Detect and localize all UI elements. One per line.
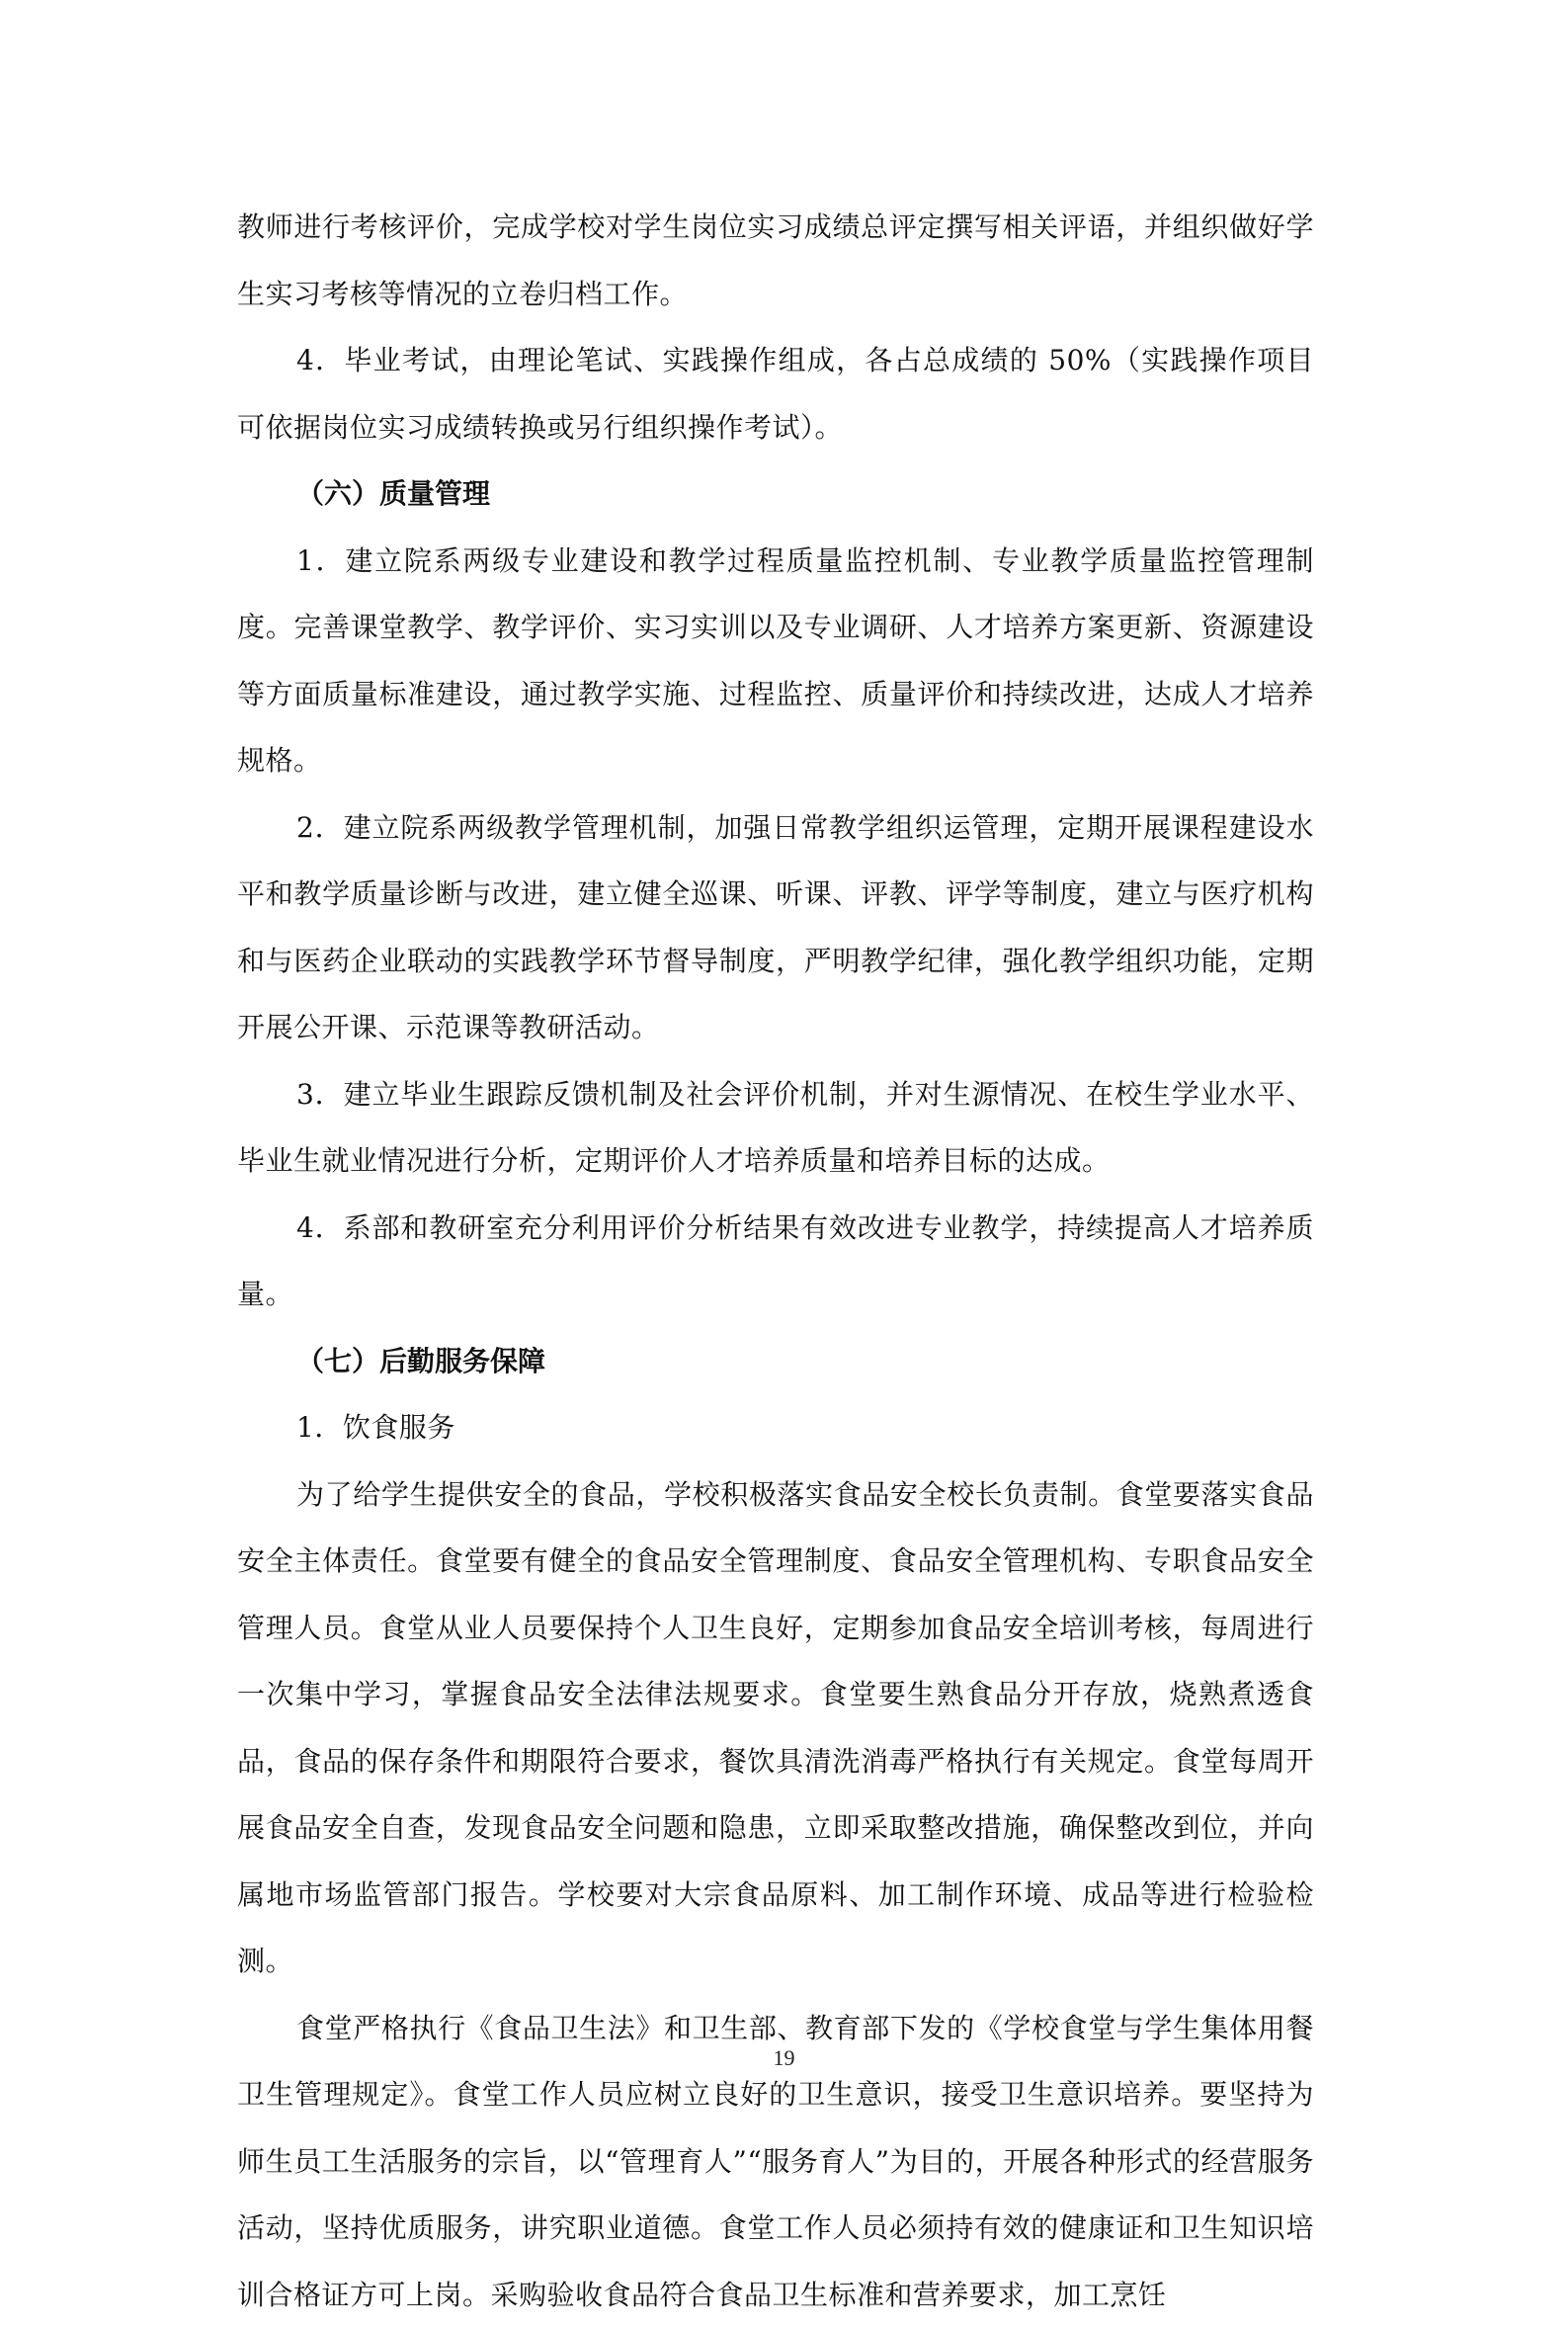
paragraph-graduation-exam: 4．毕业考试，由理论笔试、实践操作组成，各占总成绩的 50%（实践操作项目可依据岗位实习成绩转换或另行组织操作考试）。 [237, 327, 1314, 460]
quality-item-1: 1．建立院系两级专业建设和教学过程质量监控机制、专业教学质量监控管理制度。完善课堂教学、教学评价、实习实训以及专业调研、人才培养方案更新、资源建设等方面质量标准建设，通过教学实施、过程监控、质量评价和持续改进，达成人才培养规格。 [237, 528, 1314, 794]
paragraph-food-safety: 为了给学生提供安全的食品，学校积极落实食品安全校长负责制。食堂要落实食品安全主体责任。食堂要有健全的食品安全管理制度、食品安全管理机构、专职食品安全管理人员。食堂从业人员要保持个人卫生良好，定期参加食品安全培训考核，每周进行一次集中学习，掌握食品安全法律法规要求。食堂要生熟食品分开存放，烧熟煮透食品，食品的保存条件和期限符合要求，餐饮具清洗消毒严格执行有关规定。食堂每周开展食品安全自查，发现食品安全问题和隐患，立即采取整改措施，确保整改到位，并向属地市场监管部门报告。学校要对大宗食品原料、加工制作环境、成品等进行检验检测。 [237, 1461, 1314, 1995]
paragraph-continued-assessment: 教师进行考核评价，完成学校对学生岗位实习成绩总评定撰写相关评语，并组织做好学生实习考核等情况的立卷归档工作。 [237, 194, 1314, 327]
quality-item-2: 2．建立院系两级教学管理机制，加强日常教学组织运管理，定期开展课程建设水平和教学质量诊断与改进，建立健全巡课、听课、评教、评学等制度，建立与医疗机构和与医药企业联动的实践教学环节督导制度，严明教学纪律，强化教学组织功能，定期开展公开课、示范课等教研活动。 [237, 794, 1314, 1061]
quality-item-4: 4．系部和教研室充分利用评价分析结果有效改进专业教学，持续提高人才培养质量。 [237, 1195, 1314, 1328]
quality-item-3: 3．建立毕业生跟踪反馈机制及社会评价机制，并对生源情况、在校生学业水平、毕业生就业情况进行分析，定期评价人才培养质量和培养目标的达成。 [237, 1061, 1314, 1195]
page-number: 19 [0, 2043, 1568, 2073]
paragraph-canteen-hygiene: 食堂严格执行《食品卫生法》和卫生部、教育部下发的《学校食堂与学生集体用餐卫生管理规定》。食堂工作人员应树立良好的卫生意识，接受卫生意识培养。要坚持为师生员工生活服务的宗旨，以“管理育人”“服务育人”为目的，开展各种形式的经营服务活动，坚持优质服务，讲究职业道德。食堂工作人员必须持有效的健康证和卫生知识培训合格证方可上岗。采购验收食品符合食品卫生标准和营养要求，加工烹饪 [237, 1995, 1314, 2328]
sub-heading-catering: 1．饮食服务 [237, 1394, 1314, 1461]
page-content [237, 194, 1314, 2328]
section-heading-logistics: （七）后勤服务保障 [237, 1328, 1314, 1395]
section-heading-quality-management: （六）质量管理 [237, 460, 1314, 528]
